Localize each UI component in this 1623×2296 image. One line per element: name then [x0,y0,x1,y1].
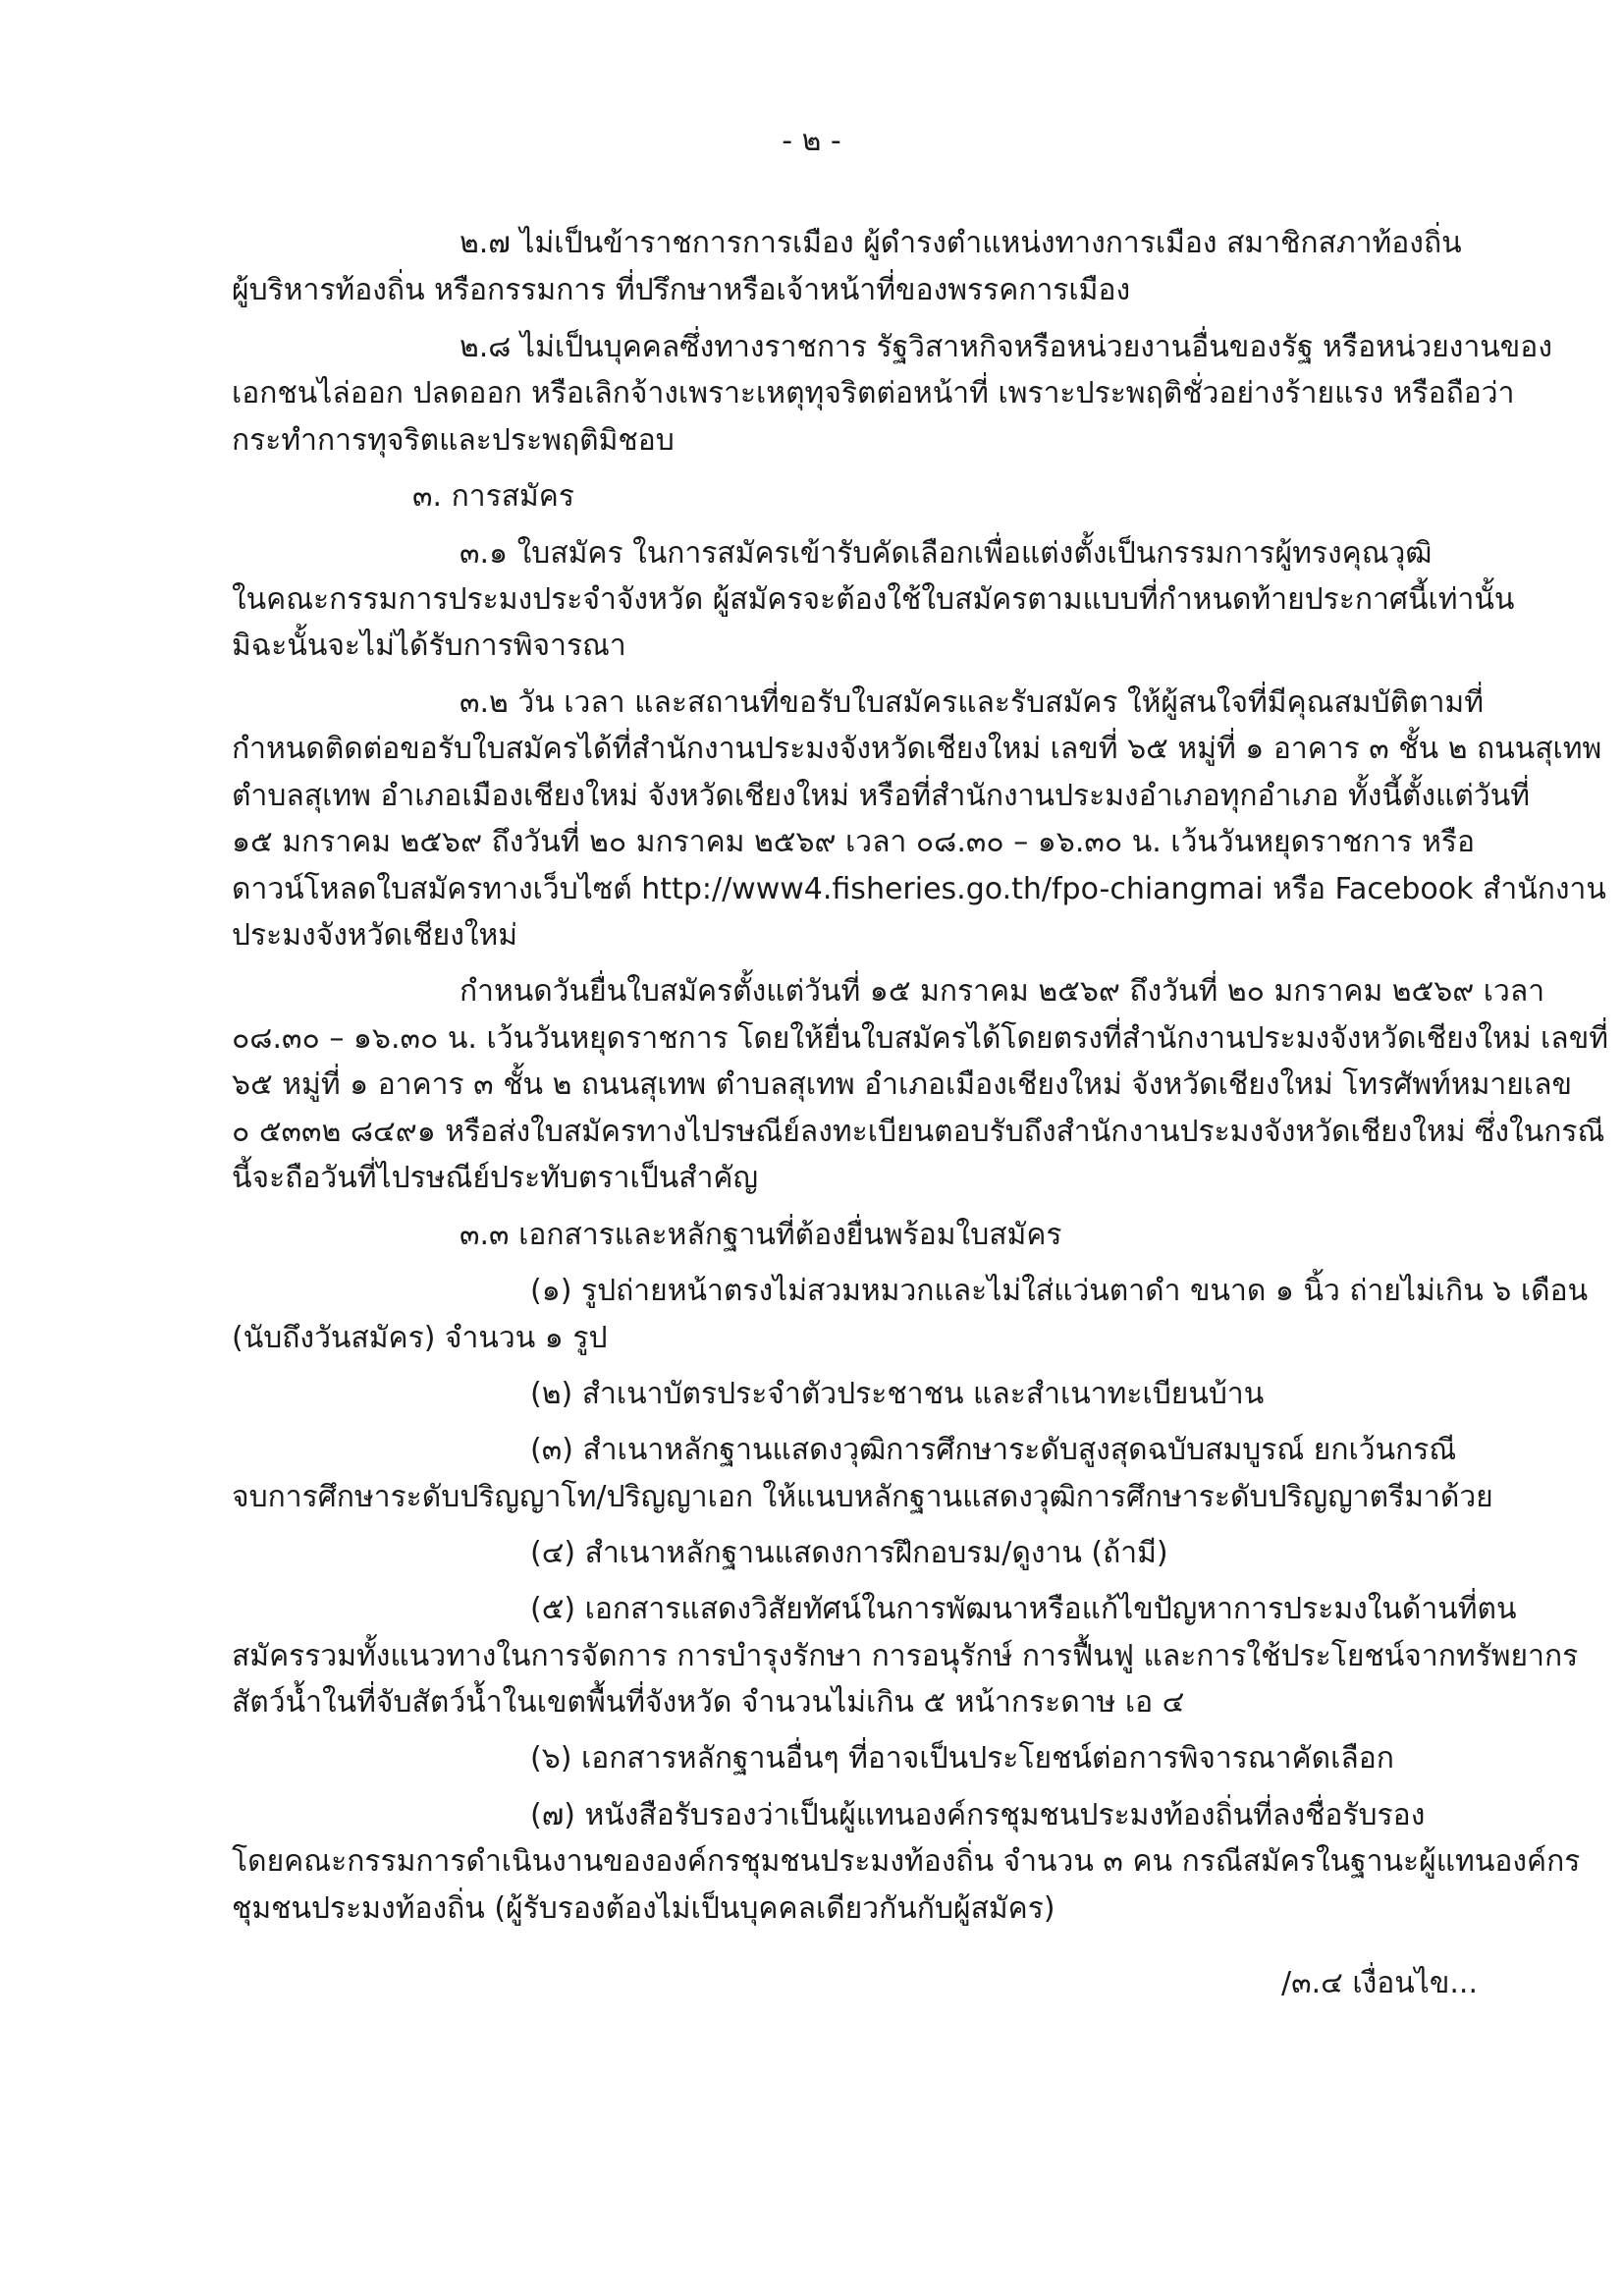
text-line: ๑๕ มกราคม ๒๕๖๙ ถึงวันที่ ๒๐ มกราคม ๒๕๖๙ เวลา ๐๘.๓๐ – ๑๖.๓๐ น. เว้นวันหยุดราชการ หรือ [232,825,1475,859]
section-heading: ๓. การสมัคร [412,479,574,514]
text-line: ๖๕ หมู่ที่ ๑ อาคาร ๓ ชั้น ๒ ถนนสุเทพ ตำบลสุเทพ อำเภอเมืองเชียงใหม่ จังหวัดเชียงใหม่ โทรศัพท์หมายเลข [232,1067,1572,1102]
text-line: (นับถึงวันสมัคร) จำนวน ๑ รูป [232,1321,608,1355]
text-line: จบการศึกษาระดับปริญญาโท/ปริญญาเอก ให้แนบหลักฐานแสดงวุฒิการศึกษาระดับปริญญาตรีมาด้วย [232,1480,1493,1514]
text-line: ๓.๒ วัน เวลา และสถานที่ขอรับใบสมัครและรับสมัคร ให้ผู้สนใจที่มีคุณสมบัติตามที่ [460,685,1484,720]
text-line: ๒.๘ ไม่เป็นบุคคลซึ่งทางราชการ รัฐวิสาหกิจหรือหน่วยงานอื่นของรัฐ หรือหน่วยงานของ [460,330,1552,364]
text-line: (๗) หนังสือรับรองว่าเป็นผู้แทนองค์กรชุมชนประมงท้องถิ่นที่ลงชื่อรับรอง [530,1798,1426,1832]
continuation-marker: /๓.๔ เงื่อนไข... [1280,1966,1478,2000]
text-line: ผู้บริหารท้องถิ่น หรือกรรมการ ที่ปรึกษาหรือเจ้าหน้าที่ของพรรคการเมือง [232,273,1131,307]
text-line: กำหนดติดต่อขอรับใบสมัครได้ที่สำนักงานประมงจังหวัดเชียงใหม่ เลขที่ ๖๕ หมู่ที่ ๑ อาคาร ๓ ชั้น ๒ ถนนสุเทพ [232,732,1602,766]
text-line: สมัครรวมทั้งแนวทางในการจัดการ การบำรุงรักษา การอนุรักษ์ การฟื้นฟู และการใช้ประโยชน์จากทรัพยากร [232,1639,1579,1673]
text-line: ชุมชนประมงท้องถิ่น (ผู้รับรองต้องไม่เป็นบุคคลเดียวกันกับผู้สมัคร) [232,1891,1055,1926]
text-line: ดาวน์โหลดใบสมัครทางเว็บไซต์ http://www4.fisheries.go.th/fpo-chiangmai หรือ Facebook สำนักงาน [232,872,1606,906]
text-line: (๑) รูปถ่ายหน้าตรงไม่สวมหมวกและไม่ใส่แว่นตาดำ ขนาด ๑ นิ้ว ถ่ายไม่เกิน ๖ เดือน [530,1274,1589,1308]
text-line: สัตว์น้ำในที่จับสัตว์น้ำในเขตพื้นที่จังหวัด จำนวนไม่เกิน ๕ หน้ากระดาษ เอ ๔ [232,1685,1185,1720]
text-line: (๖) เอกสารหลักฐานอื่นๆ ที่อาจเป็นประโยชน์ต่อการพิจารณาคัดเลือก [530,1741,1394,1776]
text-line: (๕) เอกสารแสดงวิสัยทัศน์ในการพัฒนาหรือแก้ไขปัญหาการประมงในด้านที่ตน [530,1592,1517,1626]
text-line: (๓) สำเนาหลักฐานแสดงวุฒิการศึกษาระดับสูงสุดฉบับสมบูรณ์ ยกเว้นกรณี [530,1433,1457,1467]
text-line: ๐๘.๓๐ – ๑๖.๓๐ น. เว้นวันหยุดราชการ โดยให้ยื่นใบสมัครได้โดยตรงที่สำนักงานประมงจังหวัดเชียงใหม่ เลขที่ [232,1021,1608,1056]
text-line: ๒.๗ ไม่เป็นข้าราชการการเมือง ผู้ดำรงตำแหน่งทางการเมือง สมาชิกสภาท้องถิ่น [460,226,1462,260]
text-line: ประมงจังหวัดเชียงใหม่ [232,918,518,953]
text-line: ๓.๑ ใบสมัคร ในการสมัครเข้ารับคัดเลือกเพื่อแต่งตั้งเป็นกรรมการผู้ทรงคุณวุฒิ [460,536,1433,571]
text-line: ในคณะกรรมการประมงประจำจังหวัด ผู้สมัครจะต้องใช้ใบสมัครตามแบบที่กำหนดท้ายประกาศนี้เท่านั้น [232,582,1515,617]
text-line: ตำบลสุเทพ อำเภอเมืองเชียงใหม่ จังหวัดเชียงใหม่ หรือที่สำนักงานประมงอำเภอทุกอำเภอ ทั้งนี้ตั้งแต่วันที่ [232,779,1531,813]
text-line: กระทำการทุจริตและประพฤติมิชอบ [232,423,675,458]
text-line: นี้จะถือวันที่ไปรษณีย์ประทับตราเป็นสำคัญ [232,1161,759,1195]
text-line: โดยคณะกรรมการดำเนินงานขององค์กรชุมชนประมงท้องถิ่น จำนวน ๓ คน กรณีสมัครในฐานะผู้แทนองค์กร [232,1844,1581,1879]
text-line: เอกชนไล่ออก ปลดออก หรือเลิกจ้างเพราะเหตุทุจริตต่อหน้าที่ เพราะประพฤติชั่วอย่างร้ายแรง หรือถือว่า [232,376,1515,410]
text-line: (๒) สำเนาบัตรประจำตัวประชาชน และสำเนาทะเบียนบ้าน [530,1377,1265,1411]
text-line: ๐ ๕๓๓๒ ๘๔๙๑ หรือส่งใบสมัครทางไปรษณีย์ลงทะเบียนตอบรับถึงสำนักงานประมงจังหวัดเชียงใหม่ ซึ่งในกรณี [232,1115,1605,1149]
text-line: มิฉะนั้นจะไม่ได้รับการพิจารณา [232,629,626,663]
text-line: ๓.๓ เอกสารและหลักฐานที่ต้องยื่นพร้อมใบสมัคร [460,1218,1062,1252]
page-number: - ๒ - [782,124,841,158]
text-line: (๔) สำเนาหลักฐานแสดงการฝึกอบรม/ดูงาน (ถ้ามี) [530,1536,1168,1570]
text-line: กำหนดวันยื่นใบสมัครตั้งแต่วันที่ ๑๕ มกราคม ๒๕๖๙ ถึงวันที่ ๒๐ มกราคม ๒๕๖๙ เวลา [460,974,1545,1009]
